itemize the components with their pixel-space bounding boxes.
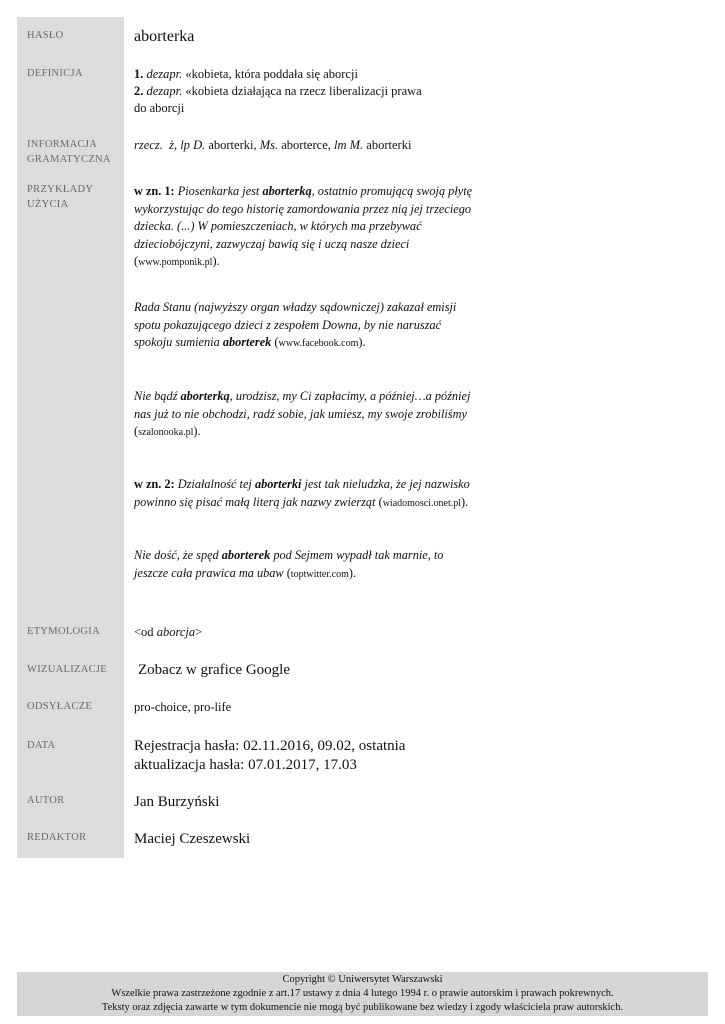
- author: Jan Burzyński: [134, 794, 220, 810]
- label-redaktor: REDAKTOR: [27, 832, 87, 843]
- source: www.pomponik.pl: [138, 257, 213, 268]
- cross-references[interactable]: pro-choice, pro-life: [134, 700, 232, 714]
- label-odsylacze: ODSYŁACZE: [27, 701, 93, 712]
- source: szalonooka.pl: [138, 427, 194, 438]
- source: www.facebook.com: [278, 338, 359, 349]
- headword: aborterka: [134, 28, 195, 45]
- source: wiadomosci.onet.pl: [382, 497, 462, 509]
- footer-copyright: Copyright © Uniwersytet Warszawski: [282, 974, 443, 985]
- label-etymologia: ETYMOLOGIA: [27, 626, 100, 637]
- label-informacja: INFORMACJA GRAMATYCZNA: [27, 139, 111, 165]
- label-haslo: HASŁO: [27, 30, 64, 41]
- registration-date: Rejestracja hasła: 02.11.2016, 09.02, ostatnia aktualizacja hasła: 07.01.2017, 17.03: [134, 738, 406, 773]
- definition-list: [134, 66, 434, 117]
- copyright-footer: [17, 972, 708, 1016]
- footer-rights: Wszelkie prawa zastrzeżone zgodnie z art.17 ustawy z dnia 4 lutego 1994 r. o prawie autorskim i prawach pokrewnych.: [111, 988, 614, 999]
- definition-1: 1. dezapr. «kobieta, która poddała się aborcji: [134, 67, 358, 81]
- label-data: DATA: [27, 740, 56, 751]
- etymology: <od aborcja>: [134, 625, 203, 639]
- grammar-info: rzecz. ż, lp D. aborterki, Ms. aborterce, lm M. aborterki: [134, 138, 412, 152]
- google-images-link[interactable]: Zobacz w grafice Google: [138, 662, 291, 678]
- editor: Maciej Czeszewski: [134, 831, 251, 847]
- definition-2: 2. dezapr. «kobieta działająca na rzecz liberalizacji prawa do aborcji: [134, 84, 422, 115]
- label-definicja: DEFINICJA: [27, 68, 83, 79]
- footer-notice: Teksty oraz zdjęcia zawarte w tym dokumencie nie mogą być publikowane bez wiedzy i zgody właściciela praw autorskich.: [101, 1002, 624, 1013]
- source: toptwitter.com: [290, 568, 349, 580]
- label-autor: AUTOR: [27, 795, 65, 806]
- label-przyklady: PRZYKŁADY UŻYCIA: [27, 184, 93, 210]
- label-wizualizacje: WIZUALIZACJE: [27, 664, 107, 675]
